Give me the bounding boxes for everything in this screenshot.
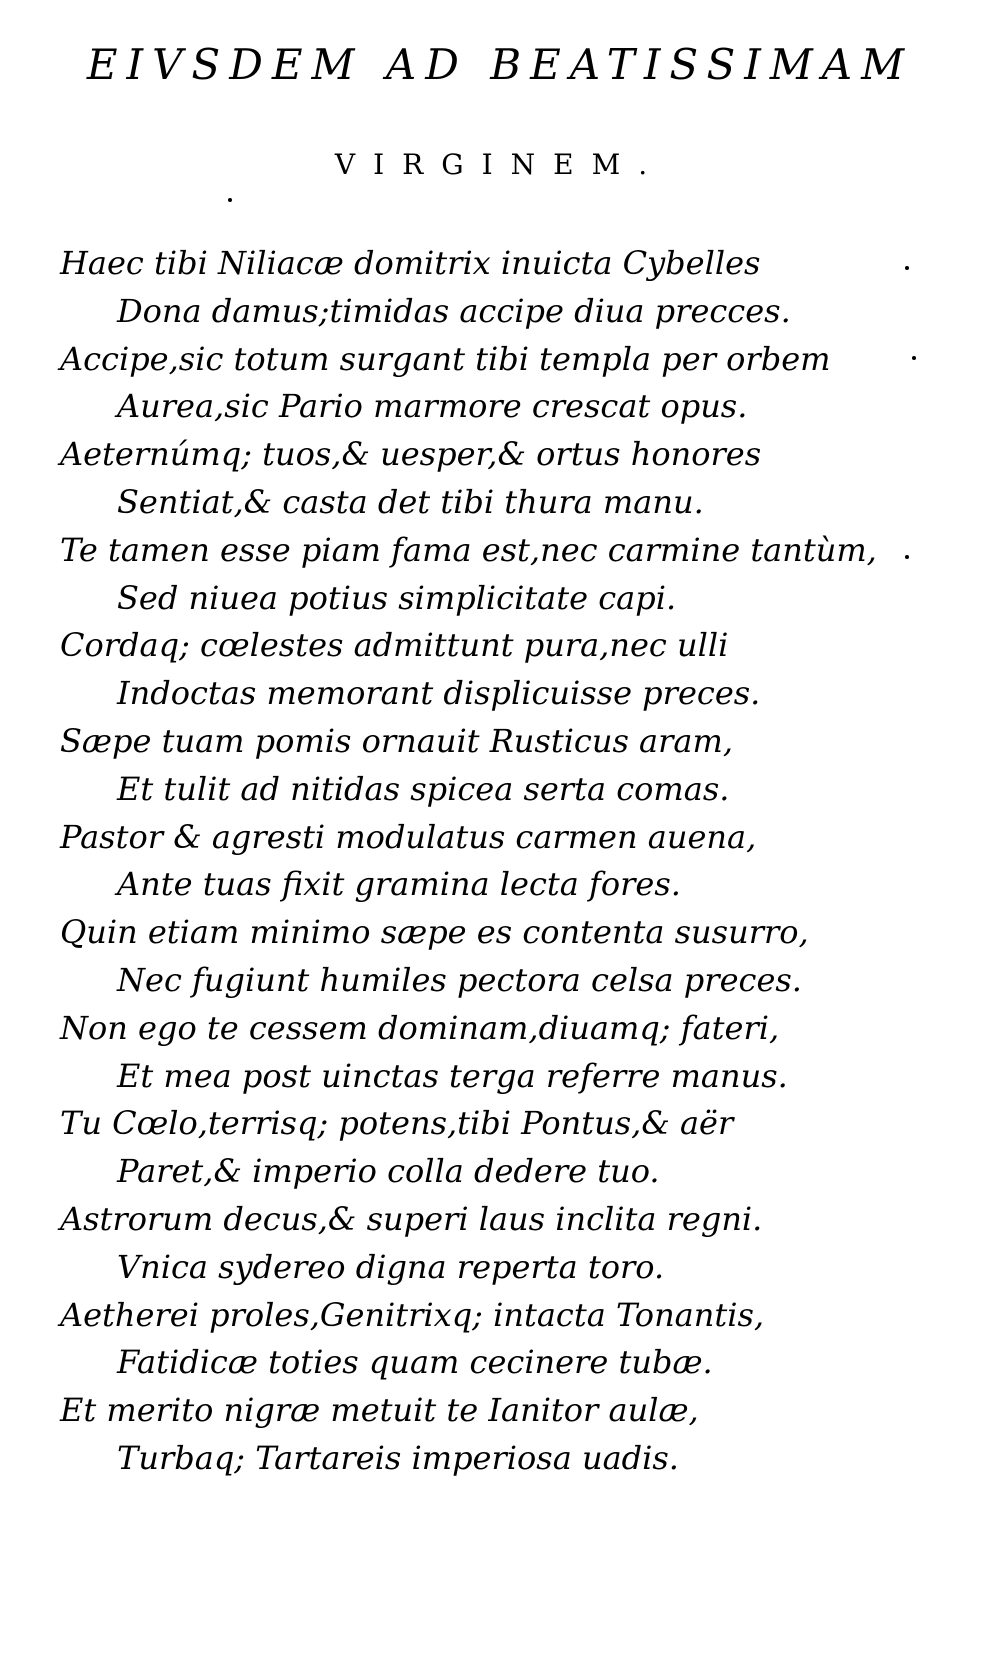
verse-line: Pastor & agresti modulatus carmen auena, xyxy=(60,817,757,856)
verse-line: Indoctas memorant displicuisse preces. xyxy=(117,674,761,713)
verse-line: Haec tibi Niliacæ domitrix inuicta Cybelles xyxy=(60,244,761,282)
verse-line: Nec fugiunt humiles pectora celsa preces. xyxy=(117,960,802,999)
verse-line: Aurea,sic Pario marmore crescat opus. xyxy=(117,387,748,426)
verse-line: Et mea post uinctas terga referre manus. xyxy=(117,1056,788,1095)
verse-line: Tu Cœlo,terrisq; potens,tibi Pontus,& aër xyxy=(60,1104,734,1143)
verse-line: Dona damus;timidas accipe diua precces. xyxy=(117,291,791,330)
verse-line: Quin etiam minimo sæpe es contenta susurro, xyxy=(60,913,809,952)
verse-line: Astrorum decus,& superi laus inclita regni. xyxy=(60,1199,763,1238)
verse-line: Accipe,sic totum surgant tibi templa per orbem xyxy=(60,339,831,378)
verse-line: Vnica sydereo digna reperta toro. xyxy=(117,1247,665,1286)
verse-line: Et merito nigræ metuit te Ianitor aulæ, xyxy=(60,1391,699,1430)
verse-line: Te tamen esse piam fama est,nec carmine tantùm, xyxy=(60,530,877,569)
verse-line: Aeternúmq; tuos,& uesper,& ortus honores xyxy=(60,435,762,474)
poem-body xyxy=(60,240,960,1483)
verse-line: Aetherei proles,Genitrixq; intacta Tonantis, xyxy=(60,1295,765,1334)
verse-line: Cordaq; cœlestes admittunt pura,nec ulli xyxy=(60,626,729,665)
verse-line: Non ego te cessem dominam,diuamq; fateri, xyxy=(60,1008,780,1047)
poem-title-continuation: VIRGINEM. xyxy=(334,148,666,181)
poem-title: EIVSDEM AD BEATISSIMAM xyxy=(86,40,914,89)
verse-line: Sentiat,& casta det tibi thura manu. xyxy=(117,482,704,521)
verse-line: Turbaq; Tartareis imperiosa uadis. xyxy=(117,1438,679,1477)
ink-speck xyxy=(228,198,232,202)
verse-line: Et tulit ad nitidas spicea serta comas. xyxy=(117,769,730,808)
verse-line: Fatidicæ toties quam cecinere tubæ. xyxy=(117,1343,713,1382)
verse-line: Sed niuea potius simplicitate capi. xyxy=(117,578,677,617)
verse-line: Paret,& imperio colla dedere tuo. xyxy=(117,1152,660,1191)
verse-line: Sæpe tuam pomis ornauit Rusticus aram, xyxy=(60,721,734,760)
verse-line: Ante tuas fixit gramina lecta fores. xyxy=(117,865,681,904)
